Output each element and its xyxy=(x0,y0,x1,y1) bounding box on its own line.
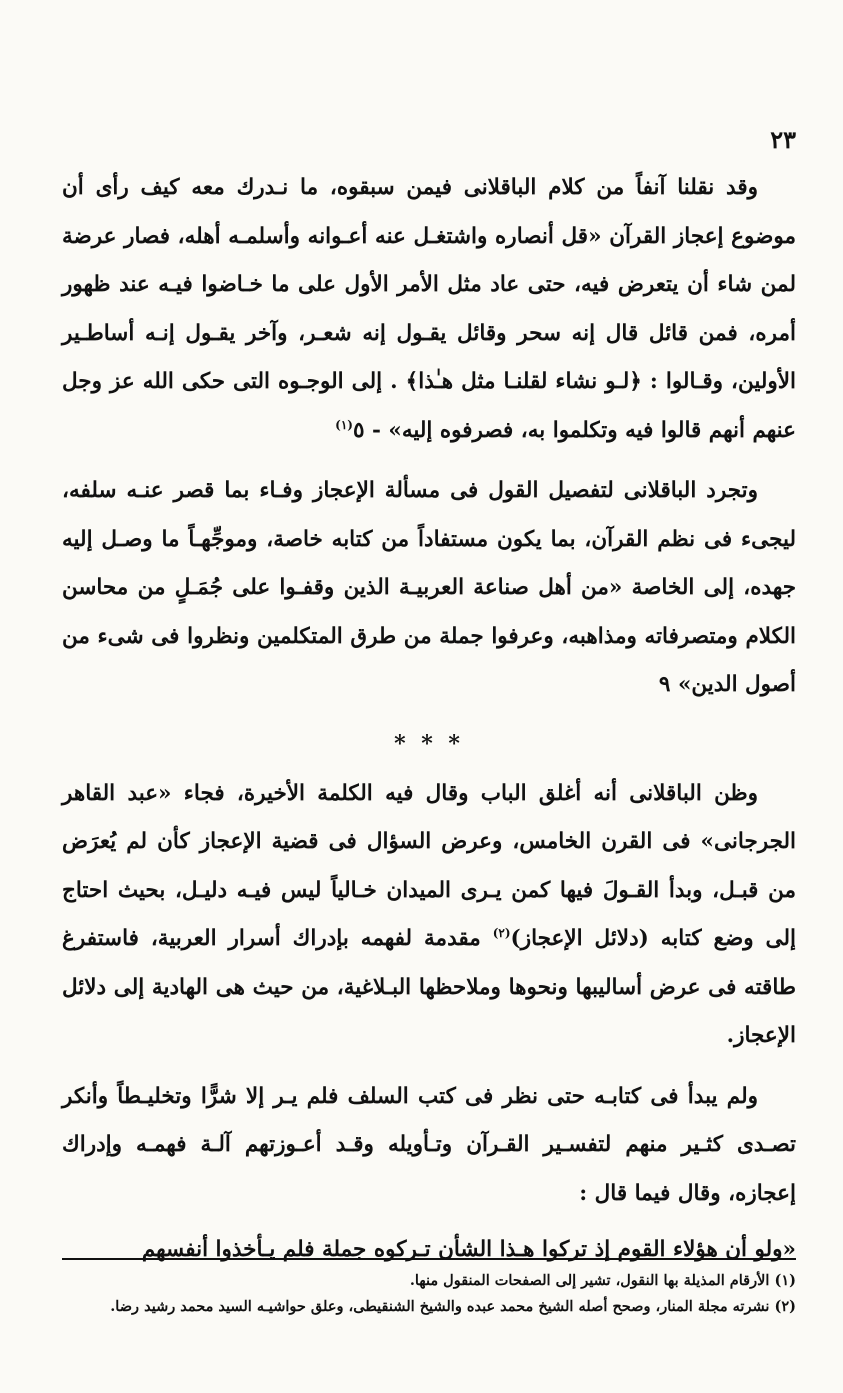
footnote-2: (٢) نشرته مجلة المنار، وصحح أصله الشيخ محمد عبده والشيخ الشنقيطى، وعلق حواشيـه السيد محمد رشيد رضا. xyxy=(110,1298,796,1315)
paragraph-4: ولم يبدأ فى كتابـه حتى نظر فى كتب السلف فلم يـر إلا شرًّا وتخليـطاً وأنكر تصـدى كثـير منهم لتفسـير القـرآن وتـأويله وقـد أعـوزتهم آلـة فهمـه وإدراك إعجازه، وقال فيما قال : xyxy=(62,1083,796,1206)
footnotes xyxy=(62,1268,796,1320)
paragraph-1 xyxy=(62,164,796,455)
section-separator: * * * xyxy=(394,730,464,757)
paragraph-3 xyxy=(62,770,796,1061)
footnote-marker-2: (٢) xyxy=(492,925,511,940)
quotation-line: «ولو أن هؤلاء القوم إذ تركوا هـذا الشأن تـركوه جملة فلم يـأخذوا أنفسهم xyxy=(141,1237,796,1262)
footnote-1: (١) الأرقام المذيلة بها النقول، تشير إلى الصفحات المنقول منها. xyxy=(409,1272,796,1289)
page-number: ٢٣ xyxy=(770,125,796,154)
footnote-marker-1: (١) xyxy=(335,417,353,432)
paragraph-3-text-b: مقدمة لفهمه بإدراك أسرار العربية، فاستفرغ طاقته فى عرض أساليبها ونحوها وملاحظها البـلاغية، من حيث هى الهادية إلى دلائل الإعجاز. xyxy=(62,926,796,1048)
body-text xyxy=(62,164,796,1274)
paragraph-1-text: وقد نقلنا آنفاً من كلام الباقلانى فيمن سبقوه، ما نـدرك معه كيف رأى أن موضوع إعجاز القرآن «قل أنصاره واشتغـل عنه أعـوانه وأسلمـه أهله، فصار عرضة لمن شاء أن يتعرض فيه، حتى عاد مثل الأمر الأول على ما خـاضوا فيـه عند ظهور أمره، فمن قائل قال إنه سحر وقائل يقـول إنه شعـر، وآخر يقـول إنـه أساطـير الأولين، وقـالوا : ﴿لـو نشاء لقلنـا مثل هـٰذا﴾ . إلى الوجـوه التى حكى الله عز وجل عنهم أنهم قالوا فيه وتكلموا به، فصرفوه إليه» - ٥ xyxy=(62,175,796,443)
paragraph-2: وتجرد الباقلانى لتفصيل القول فى مسألة الإعجاز وفـاء بما قصر عنـه سلفه، ليجىء فى نظم القرآن، بما يكون مستفاداً من كتابه خاصة، وموجِّهـاً ما وصـل إليه جهده، إلى الخاصة «من أهل صناعة العربيـة الذين وقفـوا على جُمَـلٍ من محاسن الكلام ومتصرفاته ومذاهبه، وعرفوا جملة من طرق المتكلمين ونظروا فى شىء من أصول الدين» ٩ xyxy=(62,478,796,697)
document-page xyxy=(62,0,796,1393)
paragraph-3-text-a: وظن الباقلانى أنه أغلق الباب وقال فيه الكلمة الأخيرة، فجاء «عبد القاهر الجرجانى» فى القرن الخامس، وعرض السؤال فى قضية الإعجاز كأن لم يُعرَض من قبـل، وبدأ القـولَ فيها كمن يـرى الميدان خـالياً ليس فيـه دليـل، بحيث احتاج إلى وضع كتابه (دلائل الإعجاز) xyxy=(62,780,796,951)
footnote-divider xyxy=(62,1258,796,1260)
